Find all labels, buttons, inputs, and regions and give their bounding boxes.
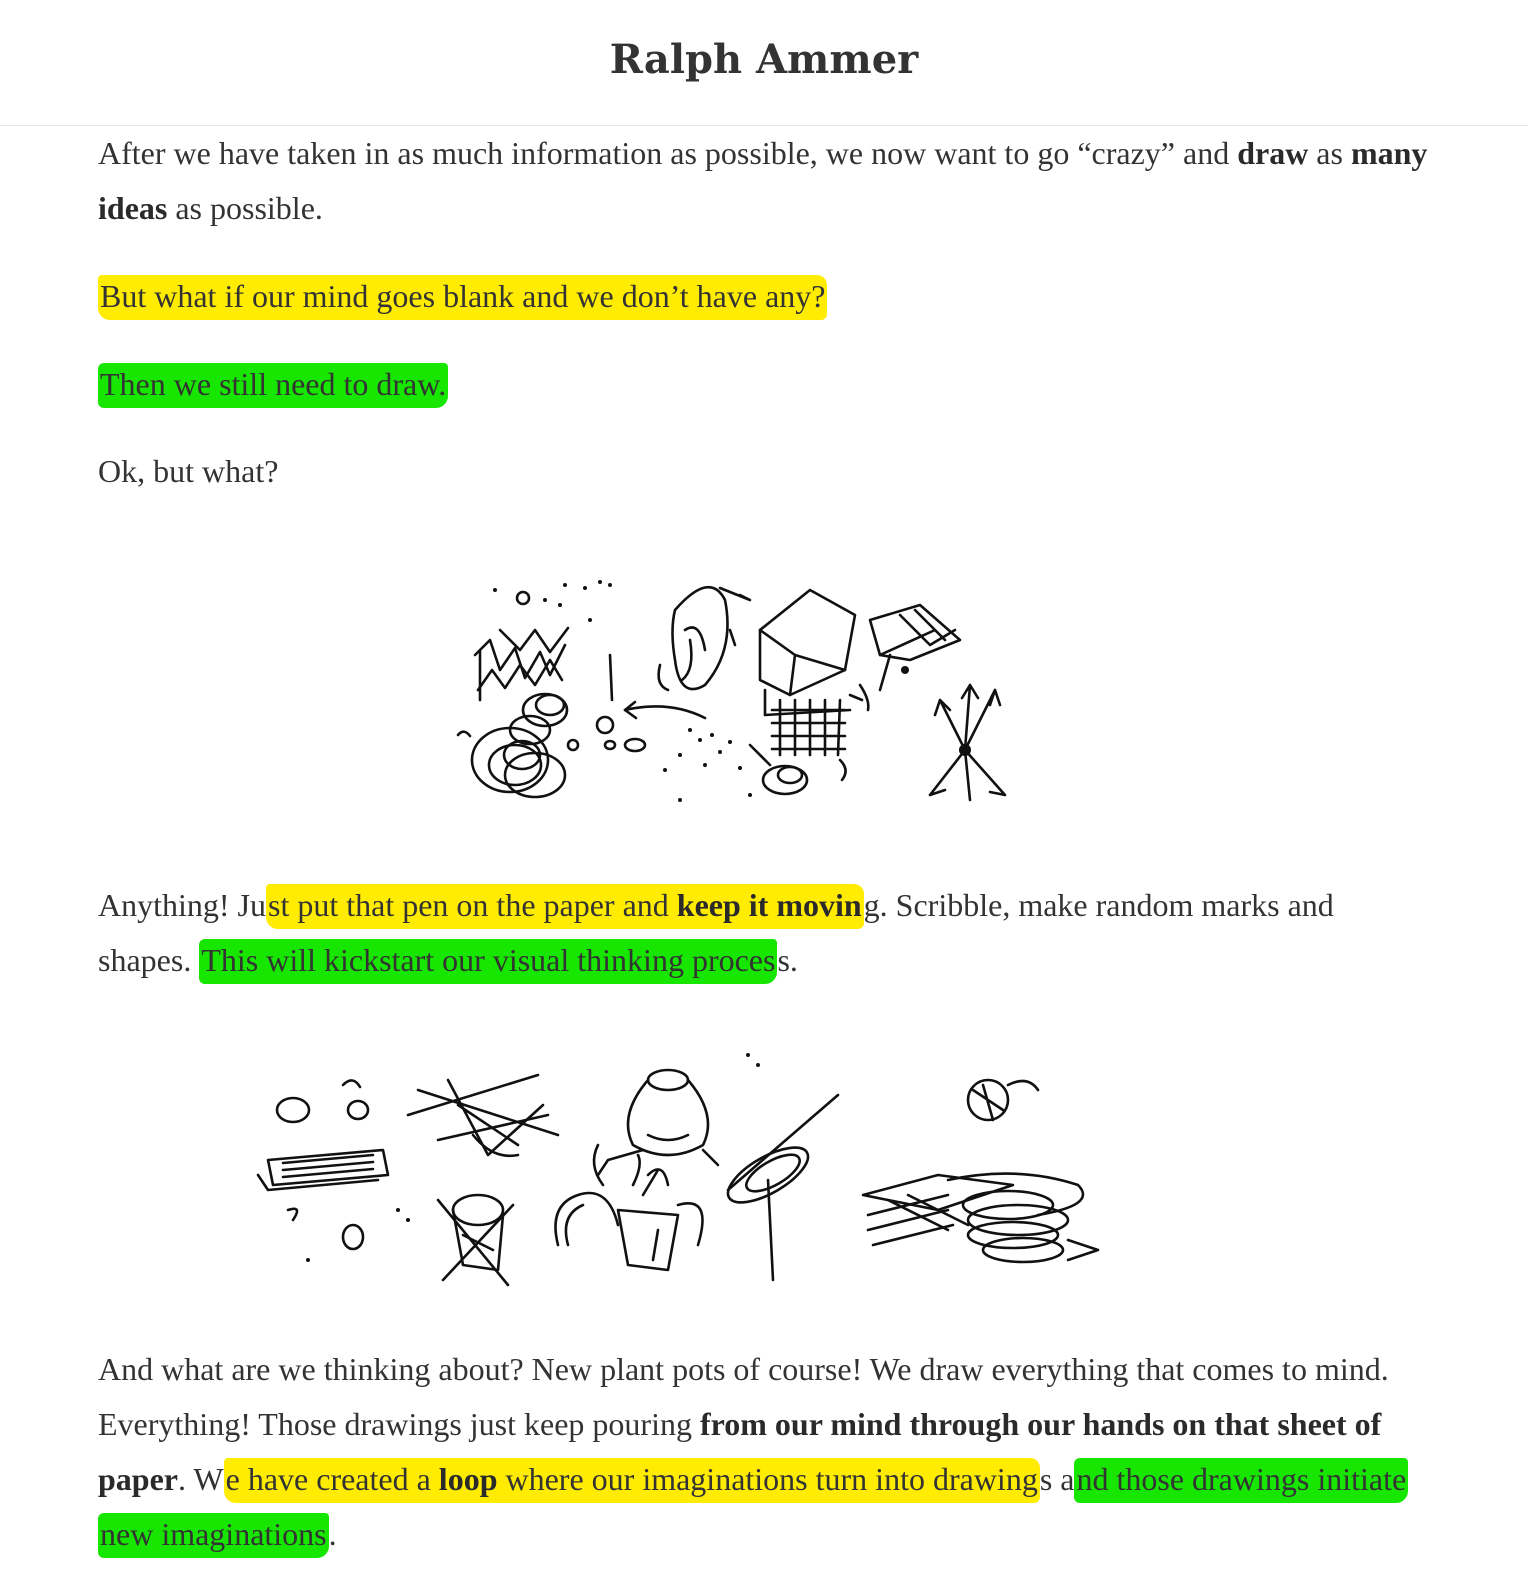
site-title[interactable]: Ralph Ammer (609, 36, 919, 83)
highlight-text: e have created a (225, 1461, 439, 1497)
paragraph-ok-but-what: Ok, but what? (98, 453, 279, 489)
scribbles-illustration (450, 560, 1030, 820)
green-highlight: This will kickstart our visual thinking proces (199, 939, 777, 984)
bold-text: many ideas (98, 135, 1428, 226)
paragraph-text: And what are we thinking about? New plant pots of course! We draw everything that comes to mind. Everything! Those drawings just keep pouring (98, 1351, 1389, 1442)
paragraph-text: as (1308, 135, 1351, 171)
paragraph-loop (98, 1342, 1428, 1562)
scribbles-drawing (450, 560, 1030, 820)
plant-pots-drawing (248, 1045, 1118, 1295)
plant-pots-illustration (248, 1045, 1118, 1295)
paragraph-text: After we have taken in as much information as possible, we now want to go “crazy” and (98, 135, 1238, 171)
paragraph-anything (98, 878, 1428, 988)
green-highlight: nd those drawings initiate new imaginations (98, 1458, 1408, 1558)
paragraph-intro (98, 126, 1428, 236)
paragraph-text: as possible. (167, 190, 323, 226)
bold-text: keep it movin (676, 887, 862, 923)
paragraph-text: s a (1039, 1461, 1075, 1497)
paragraph-question (98, 269, 1428, 324)
green-highlight: Then we still need to draw. (98, 363, 448, 408)
yellow-highlight (224, 1458, 1040, 1503)
bold-text: loop (438, 1461, 498, 1497)
highlight-text: st put that pen on the paper and (268, 887, 677, 923)
yellow-highlight: But what if our mind goes blank and we don’t have any? (98, 275, 827, 320)
highlight-text: where our imaginations turn into drawing (497, 1461, 1038, 1497)
paragraph-text: s. (777, 942, 798, 978)
paragraph-text: . (328, 1516, 337, 1552)
bold-text: from our mind through our hands on that sheet of paper (98, 1406, 1382, 1497)
paragraph-text: g. Scribble, make random marks and shapes. (98, 887, 1334, 978)
bold-text: draw (1237, 135, 1309, 171)
paragraph-answer (98, 357, 1428, 412)
yellow-highlight (266, 884, 864, 929)
site-header (0, 0, 1528, 126)
paragraph-text: . W (178, 1461, 224, 1497)
paragraph-text: Anything! Ju (98, 887, 266, 923)
